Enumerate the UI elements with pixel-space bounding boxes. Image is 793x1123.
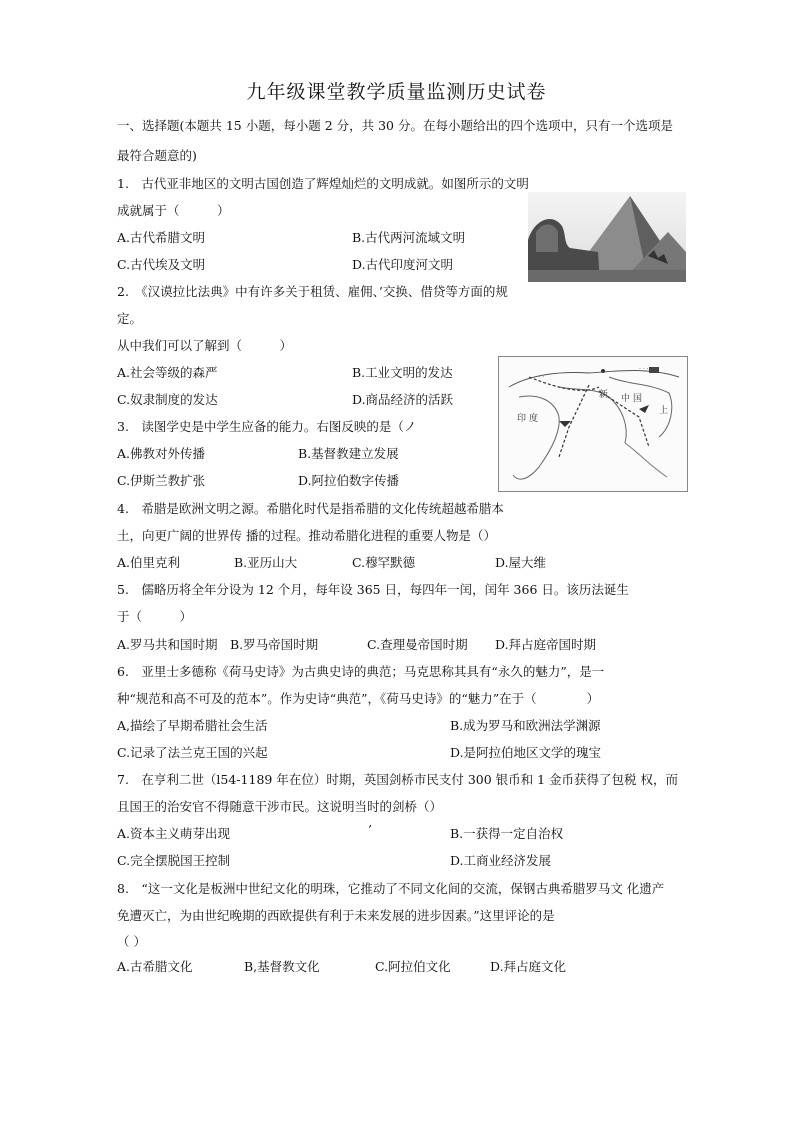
q6-option-a: A,描绘了早期希腊社会生活: [117, 718, 268, 733]
q2-option-d: D.商品经济的活跃: [352, 392, 454, 407]
q3-option-a: A.佛教对外传播: [117, 446, 206, 461]
q1-option-b: B.古代两河流域文明: [352, 230, 466, 245]
q4-option-a: A.伯里克利: [117, 555, 181, 570]
q8-option-d: D.拜占庭文化: [490, 959, 567, 974]
q6-option-b: B.成为罗马和欧洲法学渊源: [450, 718, 601, 733]
q8-option-b: B,基督教文化: [244, 959, 320, 974]
q7-stray-mark: ’: [368, 822, 372, 837]
q6-stem-line2: 种“规范和高不可及的范本”。作为史诗“典范”，《荷马史诗》的“魅力”在于（ ）: [117, 691, 600, 706]
q7-option-d: D.工商业经济发展: [450, 853, 552, 868]
q4-stem-line2: 土，向更广阔的世界传 播的过程。推动希腊化进程的重要人物是（）: [117, 528, 496, 543]
q7-stem-line2: 且国王的治安官不得随意干涉市民。这说明当时的剑桥（）: [117, 799, 443, 814]
q7-option-b: B.一获得一定自治权: [450, 826, 564, 841]
q2-stem-line3: 从中我们可以了解到（ ）: [117, 338, 293, 353]
q4-option-b: B.亚历山大: [234, 555, 298, 570]
q3-option-d: D.阿拉伯数字传播: [298, 473, 400, 488]
map-label-yin: 印: [517, 414, 527, 424]
svg-text:· · ·: · · ·: [535, 374, 545, 381]
map-label-zhong: 中: [621, 394, 631, 404]
q5-stem-line2: 于（ ）: [117, 609, 193, 624]
q7-option-a: A.资本主义萌芽出现: [117, 826, 231, 841]
q5-stem-line1: 5. 儒略历将全年分设为 12 个月，每年设 365 日，每四年一闰，闰年 366 日。该历法诞生: [117, 582, 629, 597]
q4-option-c: C.穆罕默德: [352, 555, 416, 570]
q8-option-c: C.阿拉伯文化: [375, 959, 451, 974]
q7-option-c: C.完全摆脱国王控制: [117, 853, 231, 868]
q8-option-a: A.古希腊文化: [117, 959, 193, 974]
q3-option-c: C.伊斯兰教扩张: [117, 473, 206, 488]
q2-option-c: C.奴隶制度的发达: [117, 392, 218, 407]
q4-stem-line1: 4. 希腊是欧洲文明之源。希腊化时代是指希腊的文化传统超越希腊本: [117, 501, 504, 516]
q5-option-a: A.罗马共和国时期: [117, 637, 218, 652]
map-label-xin: 新: [599, 390, 609, 400]
q3-stem-line1: 3. 读图学史是中学生应备的能力。右图反映的是（ノ: [117, 419, 417, 434]
q8-stem-line1: 8. “这一文化是板洲中世纪文化的明珠，它推动了不同文化间的交流，保钢古典希腊罗马文 化遗产: [117, 881, 665, 896]
q2-stem-line2: 定。: [117, 311, 143, 326]
pyramid-sphinx-image: [528, 192, 686, 282]
q1-option-d: D.古代印度河文明: [352, 257, 454, 272]
q2-stem-line1: 2. 《汉谟拉比法典》中有许多关于租赁、雇佣、’交换、借贷等方面的规: [117, 284, 508, 299]
svg-text:· · ·: · · ·: [639, 366, 649, 373]
q5-option-b: B.罗马帝国时期: [230, 637, 319, 652]
q8-stem-line2: 免遭灭亡，为由世纪晚期的西欧提供有利于未来发展的进步因素。”这里评论的是: [117, 908, 555, 923]
q8-stem-line3: （ ）: [117, 934, 146, 949]
q6-option-d: D.是阿拉伯地区文学的瑰宝: [450, 745, 602, 760]
section-instructions-line1: 一、选择题(本题共 15 小题，每小题 2 分，共 30 分。在每小题给出的四个选项中，只有一个选项是: [117, 118, 673, 133]
q6-option-c: C.记录了法兰克王国的兴起: [117, 745, 268, 760]
q5-option-d: D.拜占庭帝国时期: [495, 637, 597, 652]
q4-option-d: D.屋大维: [495, 555, 547, 570]
q1-stem-line1: 1. 古代亚非地区的文明古国创造了辉煌灿烂的文明成就。如图所示的文明: [117, 176, 529, 191]
religion-spread-map: [498, 356, 688, 492]
q1-stem-line2: 成就属于（ ）: [117, 203, 230, 218]
map-label-du: 度: [529, 414, 539, 424]
q1-option-c: C.古代埃及文明: [117, 257, 206, 272]
section-instructions-line2: 最符合题意的): [117, 148, 197, 163]
map-label-shang: 上: [659, 406, 669, 416]
map-label-guo: 国: [633, 394, 643, 404]
q3-option-b: B.基督教建立发展: [298, 446, 399, 461]
q2-option-b: B.工业文明的发达: [352, 365, 453, 380]
q6-stem-line1: 6. 亚里士多德称《荷马史诗》为古典史诗的典范；马克思称其具有“永久的魅力”，是一: [117, 664, 605, 679]
q7-stem-line1: 7. 在亨利二世（l54-1189 年在位）时期，英国剑桥市民支付 300 银币和 1 金币获得了包税 权，而: [117, 772, 679, 787]
q5-option-c: C.查理曼帝国时期: [367, 637, 468, 652]
page-title: 九年级课堂教学质量监测历史试卷: [246, 81, 547, 103]
q2-option-a: A.社会等级的森严: [117, 365, 218, 380]
q1-option-a: A.古代希腊文明: [117, 230, 206, 245]
